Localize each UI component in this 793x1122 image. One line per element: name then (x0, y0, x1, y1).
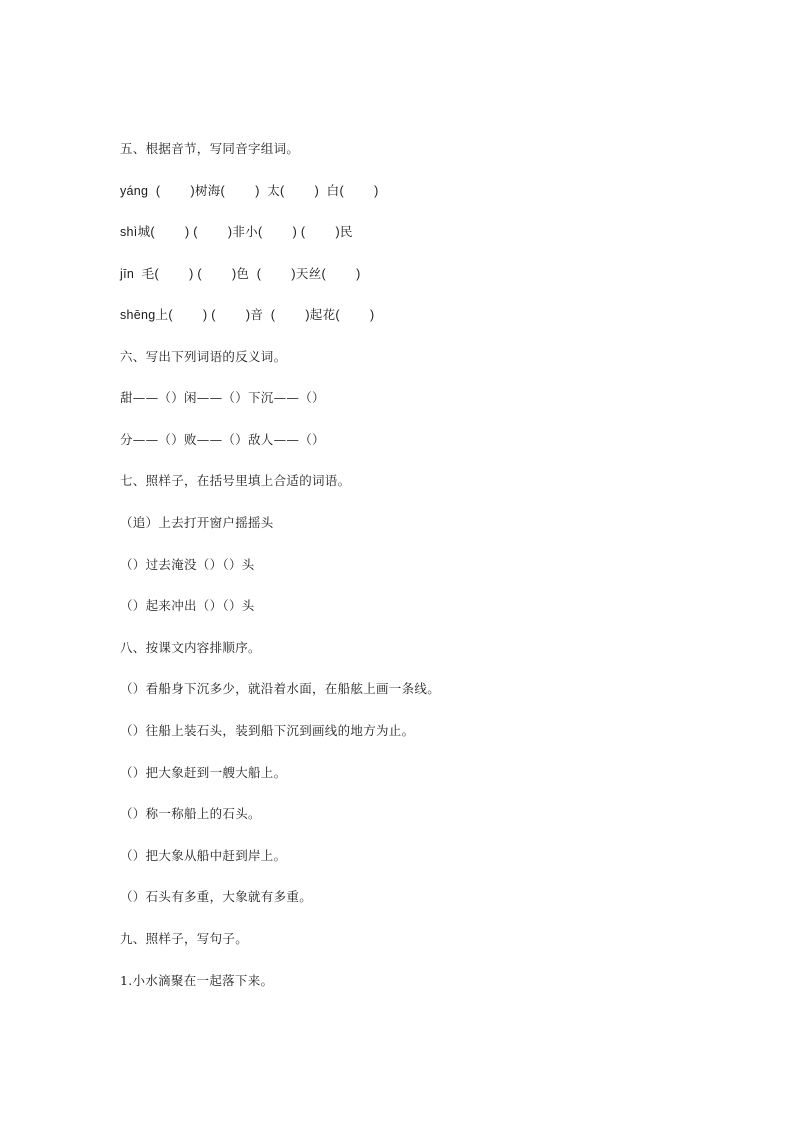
sentence-example-1: 1.小水滴聚在一起落下来。 (120, 973, 274, 988)
order-item-1: （）看船身下沉多少，就沿着水面，在船舷上画一条线。 (120, 681, 441, 696)
antonym-row-2: 分——（）败——（）敌人——（） (120, 432, 325, 447)
fill-word-example: （追）上去打开窗户摇摇头 (120, 515, 274, 530)
section-8-title: 八、按课文内容排顺序。 (120, 640, 261, 655)
pinyin-row-sheng: shēng上( ) ( )音 ( )起花( ) (120, 308, 375, 322)
fill-word-row-1: （）过去淹没（）（）头 (120, 557, 255, 572)
pinyin-row-yang: yáng ( )树海( ) 太( ) 白( ) (120, 184, 379, 198)
antonym-row-1: 甜——（）闲——（）下沉——（） (120, 390, 325, 405)
section-6-title: 六、写出下列词语的反义词。 (120, 349, 287, 364)
fill-word-row-2: （）起来冲出（）（）头 (120, 598, 255, 613)
order-item-3: （）把大象赶到一艘大船上。 (120, 765, 287, 780)
section-9-title: 九、照样子，写句子。 (120, 931, 249, 946)
order-item-6: （）石头有多重，大象就有多重。 (120, 889, 313, 904)
order-item-2: （）往船上装石头，装到船下沉到画线的地方为止。 (120, 723, 415, 738)
pinyin-row-jin: jīn 毛( ) ( )色 ( )天丝( ) (120, 267, 361, 281)
section-5-title: 五、根据音节，写同音字组词。 (120, 141, 300, 156)
order-item-4: （）称一称船上的石头。 (120, 806, 261, 821)
pinyin-row-shi: shì城( ) ( )非小( ) ( )民 (120, 225, 353, 239)
section-7-title: 七、照样子，在括号里填上合适的词语。 (120, 473, 351, 488)
order-item-5: （）把大象从船中赶到岸上。 (120, 848, 287, 863)
